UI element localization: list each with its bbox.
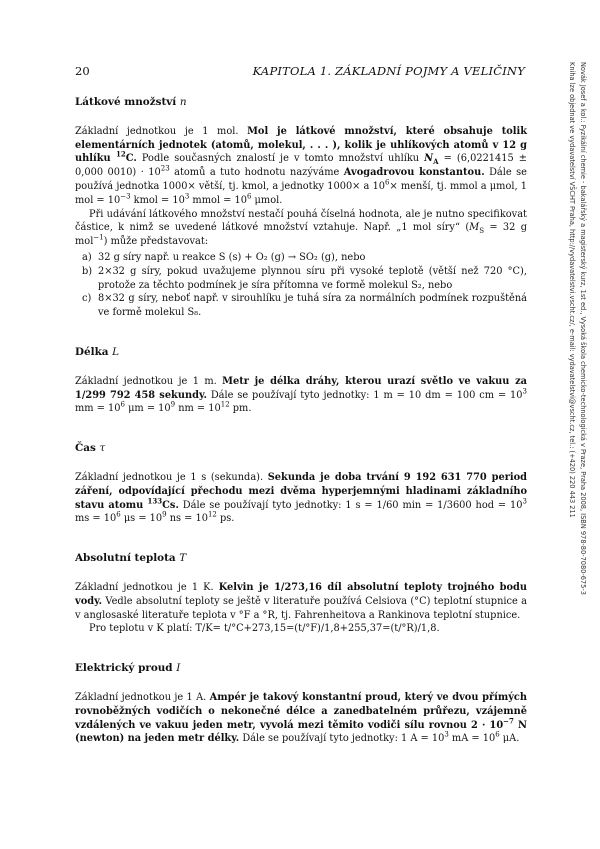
section-electric-current [75, 662, 527, 746]
section-heading: Elektrický proud I [75, 662, 181, 675]
side-note-line-2: Kniha lze objednat ve vydavatelství VŠCHT Praha, http://vydavatelstvi.vscht.cz/, e-mail: vydavatelstvi@vscht.cz, tel.: (+420) 220 443 211 [568, 62, 576, 518]
section-time [75, 442, 527, 526]
list-item: c) 8×32 g síry, neboť např. v sirouhlíku je tuhá síra za normálních podmínek rozpuštěná ve formě molekul S₈. [82, 293, 527, 319]
list-item: a) 32 g síry např. u reakce S (s) + O₂ (g) → SO₂ (g), nebo [82, 251, 366, 263]
definition-text: Mol je látkové množství, které obsahuje tolik elementárních jednotek (atomů, molekul, . . . ), kolik je uhlíkových atomů v 12 g uhlíku $^{12}$C. [75, 125, 527, 165]
section-temperature [75, 552, 527, 636]
sulfur-examples-list [75, 251, 527, 320]
definition-text: Ampér je takový konstantní proud, který ve dvou přímých rovnoběžných vodičích o nekonečné délce a zanedbatelném průřezu, vzájemně vzdálených ve vakuu jeden metr, vyvolá mezi těmito vodiči sílu rovnou $2 \cdot 10^{-7}$ N (newton) na jeden metr délky. [75, 691, 527, 745]
page-number: 20 [75, 64, 90, 78]
paragraph: Základní jednotkou je 1 A. Ampér je takový konstantní proud, který ve dvou přímých rovnoběžných vodičích o nekonečné délce a zanedbatelném průřezu, vzájemně vzdálených ve vakuu jeden metr, vyvolá mezi těmito vodiči sílu rovnou $2 \cdot 10^{-7}$ N (newton) na jeden metr délky. Dále se používají tyto jednotky: 1 $A = 10^3$ mA = $10^6$ μA. [75, 691, 527, 745]
section-heading: Absolutní teplota T [75, 552, 187, 565]
section-length [75, 346, 527, 416]
paragraph: Základní jednotkou je 1 m. Metr je délka dráhy, kterou urazí světlo ve vakuu za 1/299 792 458 sekundy. Dále se používají tyto jednotky: 1 m = 10 dm = 100 cm = $10^3$ mm = $10^6$ $\mu m = 10^9$ nm = $10^{12}$ pm. [75, 375, 527, 415]
paragraph: Základní jednotkou je 1 K. Kelvin je 1/273,16 díl absolutní teploty trojného bodu vody. Vedle absolutní teploty se ještě v literatuře používá Celsiova (°C) teplotní stupnice a v anglosaské literatuře teplota v °F a °R, tj. Fahrenheitova a Rankinova teplotní stupnice. [75, 581, 527, 621]
side-publication-note [546, 62, 588, 797]
section-amount-of-substance [75, 96, 527, 320]
side-note-line-1: Novák Josef a kol.: Fyzikální chemie - bakalářský a magisterský kurz, 1st ed., Vysoká škola chemicko-technologická v Praze, Praha 2008, ISBN 978-80-7080-675-3 [579, 62, 587, 595]
definition-text: Metr je délka dráhy, kterou urazí světlo ve vakuu za 1/299 792 458 sekundy. [75, 375, 527, 401]
body-text [75, 96, 527, 772]
section-heading: Látkové množství n [75, 96, 187, 108]
definition-text: Sekunda je doba trvání 9 192 631 770 period záření, odpovídající přechodu mezi dvěma hyperjemnými hladinami základního stavu atomu $^{133}$Cs. [75, 471, 528, 511]
paragraph: Při udávání látkového množství nestačí pouhá číselná hodnota, ale je nutno specifikovat částice, k nimž se uvedené látkové množství vztahuje. Např. „1 mol síry“ ($M_S = 32$ g mol$^{-1}$) může představovat: [75, 208, 527, 248]
section-heading: Délka L [75, 345, 120, 358]
list-item: b) 2×32 g síry, pokud uvažujeme plynnou síru při vysoké teplotě (větší než 720 °C), protože za těchto podmínek je síra přítomna ve formě molekul S₂, nebo [82, 265, 527, 291]
definition-text: Kelvin je 1/273,16 díl absolutní teploty trojného bodu vody. [75, 581, 527, 607]
paragraph: Základní jednotkou je 1 s (sekunda). Sekunda je doba trvání 9 192 631 770 period záření, odpovídající přechodu mezi dvěma hyperjemnými hladinami základního stavu atomu $^{133}$Cs. Dále se používají tyto jednotky: 1 s = 1/60 min = 1/3600 hod = $10^3$ ms = $10^6$ $\mu s = 10^9$ ns = $10^{12}$ ps. [75, 471, 528, 525]
chapter-title: KAPITOLA 1. ZÁKLADNÍ POJMY A VELIČINY [252, 64, 525, 78]
temperature-formula: Pro teplotu v K platí: T/K= t/°C+273,15=(t/°F)/1,8+255,37=(t/°R)/1,8. [89, 623, 440, 635]
section-heading: Čas τ [75, 442, 106, 455]
paragraph: Základní jednotkou je 1 mol. Mol je látkové množství, které obsahuje tolik elementárních jednotek (atomů, molekul, . . . ), kolik je uhlíkových atomů v 12 g uhlíku $^{12}$C. Podle současných znalostí je v tomto množství uhlíku $N_A = (6,0221415 \pm 0,000$ $0010) \cdot 10^{23}$ atomů a tuto hodnotu nazýváme Avogadrovou konstantou. Dále se používá jednotka 1000× větší, tj. kmol, a jednotky 1000× a $10^6\times$ menší, tj. mmol a μmol, 1 mol = $10^{-3}$ kmol = $10^3$ mmol = $10^6$ μmol. [75, 125, 528, 206]
